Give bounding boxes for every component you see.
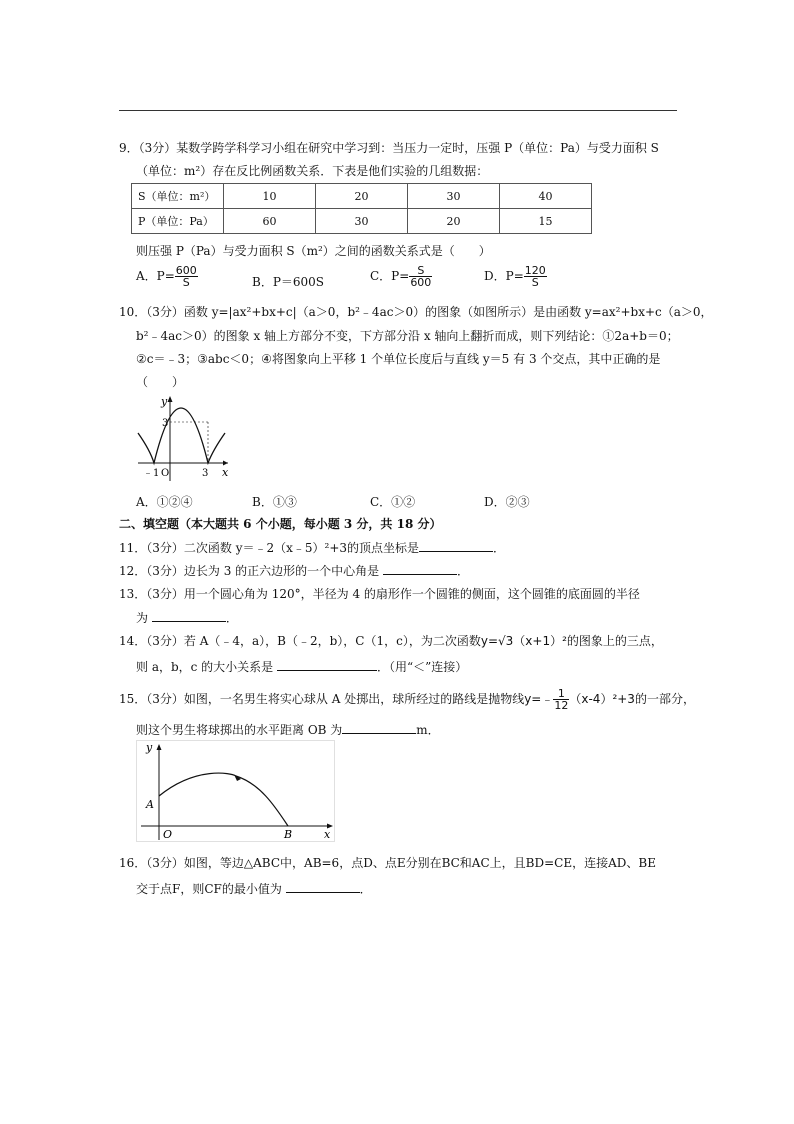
q9-option-c[interactable] (370, 265, 432, 288)
q15-text: 则这个男生将球掷出的水平距离 OB 为 (136, 723, 343, 737)
answer-blank[interactable] (152, 609, 226, 622)
table-cell: P（单位：Pa） (132, 209, 224, 234)
answer-blank[interactable] (277, 658, 377, 671)
answer-blank[interactable] (342, 721, 416, 734)
q14-line1 (119, 633, 663, 649)
section-heading: 二、填空题（本大题共 6 个小题，每小题 3 分，共 18 分） (119, 517, 442, 531)
q12: 12．（3分）边长为 3 的正六边形的一个中心角是 ． (119, 564, 470, 578)
option-label: A．P= (136, 269, 175, 283)
q16-line1: 16．（3分）如图，等边△ABC中，AB=6，点D、点E分别在BC和AC上，且BD=CE，连接AD、BE (119, 856, 656, 870)
y-label: y (161, 395, 168, 408)
table-row (132, 209, 592, 234)
y-axis-arrow (157, 744, 162, 750)
table-cell: 10 (224, 184, 316, 209)
abs-parabola-curve (138, 408, 225, 463)
q15-text: m． (416, 723, 440, 737)
q10-option-c[interactable]: C．①② (370, 495, 416, 509)
ball-trajectory-curve (159, 773, 288, 826)
q13-line2: 为 ． (136, 611, 238, 625)
q14-text: 则 a，b，c 的大小关系是 (136, 660, 274, 674)
fraction (553, 688, 569, 711)
numerator: S (409, 265, 432, 277)
q15-line2 (136, 721, 440, 738)
x-axis-arrow (223, 461, 228, 466)
table-row (132, 184, 592, 209)
q13-text: 为 (136, 611, 149, 625)
q11: 11．（3分）二次函数 y＝﹣2（x﹣5）²+3的顶点坐标是 ． (119, 541, 506, 555)
table-cell: 60 (224, 209, 316, 234)
numerator: 120 (524, 264, 546, 277)
q10-graph (133, 393, 233, 483)
q10-line1: 10．（3分）函数 y=|ax²+bx+c|（a＞0，b²﹣4ac＞0）的图象（如图所示）是由函数 y=ax²+bx+c（a＞0， (119, 305, 713, 319)
answer-blank[interactable] (383, 562, 457, 575)
origin-label: O (163, 828, 173, 841)
q10-line3: ②c＝﹣3；③abc＜0；④将图象向上平移 1 个单位长度后与直线 y＝5 有 3 个交点，其中正确的是 (136, 352, 661, 366)
q10-line4: （ ） (136, 375, 185, 389)
answer-blank[interactable] (286, 880, 360, 893)
table-cell: 20 (316, 184, 408, 209)
table-cell: S（单位：m²） (132, 184, 224, 209)
denominator: S (182, 276, 190, 289)
q16-text: 交于点F，则CF的最小值为 (136, 882, 282, 896)
denominator: 12 (554, 699, 569, 712)
q15-text: 15．（3分）如图，一名男生将实心球从 A 处掷出，球所经过的路线是抛物线 (119, 692, 525, 706)
q13-line1: 13．（3分）用一个圆心角为 120°，半径为 4 的扇形作一个圆锥的侧面，这个圆锥的底面圆的半径 (119, 587, 640, 601)
table-cell: 40 (500, 184, 592, 209)
q12-text: 12．（3分）边长为 3 的正六边形的一个中心角是 (119, 564, 380, 578)
q10-option-d[interactable]: D．②③ (484, 495, 530, 509)
point-b-label: B (284, 828, 293, 841)
table-cell: 20 (408, 209, 500, 234)
tick-label: ﹣1 (143, 468, 160, 479)
q16-line2: 交于点F，则CF的最小值为 ． (136, 882, 372, 896)
q14-text: ．（用“＜”连接） (377, 660, 468, 674)
q10-line2: b²﹣4ac＞0）的图象 x 轴上方部分不变，下方部分沿 x 轴向上翻折而成，则下列结论：①2a+b＝0； (136, 329, 679, 343)
y-label: y (146, 741, 153, 754)
origin-label: O (161, 468, 170, 479)
q15-line1 (119, 688, 695, 711)
tick-label: 3 (162, 418, 169, 429)
header-rule (119, 110, 677, 111)
answer-blank[interactable] (419, 539, 493, 552)
option-label: C．P= (370, 269, 410, 283)
q9-data-table (131, 183, 592, 234)
q9-line2: （单位：m²）存在反比例函数关系．下表是他们实验的几组数据： (136, 164, 489, 178)
q15-eq-prefix: y=﹣ (524, 692, 554, 706)
fraction (175, 265, 198, 288)
y-axis-arrow (168, 396, 173, 402)
q9-option-d[interactable] (484, 265, 547, 288)
q14-text: 的图象上的三点， (566, 634, 663, 648)
q14-line2 (136, 658, 467, 675)
q9-option-a[interactable] (136, 265, 198, 288)
x-label: x (324, 828, 331, 841)
fraction (524, 265, 547, 288)
point-a-label: A (146, 798, 154, 811)
table-cell: 30 (316, 209, 408, 234)
tick-label: 3 (202, 468, 209, 479)
q10-option-a[interactable]: A．①②④ (136, 495, 193, 509)
numerator: 1 (553, 688, 569, 700)
q15-eq-suffix: （x-4）²+3 (569, 692, 635, 706)
x-label: x (222, 466, 229, 479)
denominator: 600 (410, 276, 432, 289)
q11-text: 11．（3分）二次函数 y＝﹣2（x﹣5）²+3的顶点坐标是 (119, 541, 420, 555)
denominator: S (531, 276, 539, 289)
q15-graph (136, 740, 336, 842)
option-label: D．P= (484, 269, 524, 283)
q9-option-b[interactable]: B．P＝600S (252, 275, 325, 289)
table-cell: 30 (408, 184, 500, 209)
q9-line1: 9．（3分）某数学跨学科学习小组在研究中学习到：当压力一定时，压强 P（单位：Pa）与受力面积 S (119, 141, 659, 155)
q14-equation: y=√3（x+1）² (480, 634, 567, 648)
q10-option-b[interactable]: B．①③ (252, 495, 297, 509)
q9-line3: 则压强 P（Pa）与受力面积 S（m²）之间的函数关系式是（ ） (136, 244, 491, 258)
table-cell: 15 (500, 209, 592, 234)
q15-text: 的一部分， (634, 692, 695, 706)
fraction (409, 265, 432, 288)
numerator: 600 (175, 264, 197, 277)
q14-text: 14．（3分）若 A（﹣4，a），B（﹣2，b），C（1，c），为二次函数 (119, 634, 481, 648)
